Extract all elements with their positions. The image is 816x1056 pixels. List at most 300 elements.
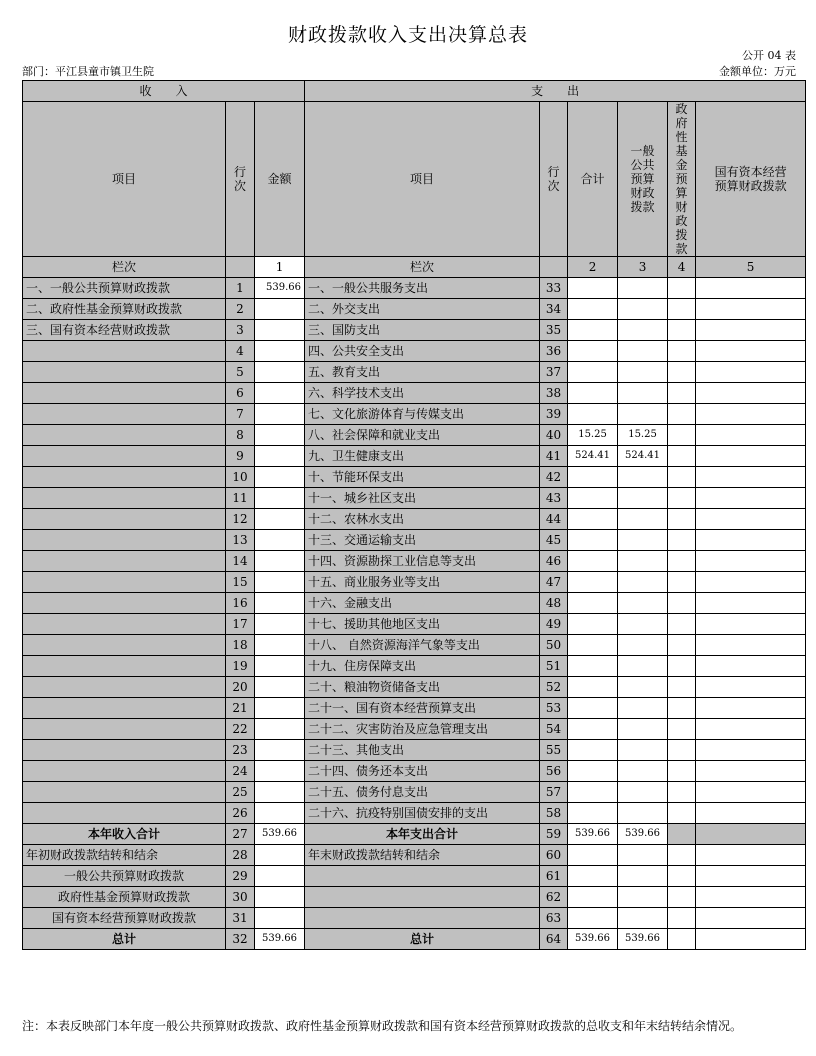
expense-total	[568, 803, 618, 824]
income-item: 一、一般公共预算财政拨款	[23, 278, 226, 299]
grand-expense-total-label: 总计	[305, 929, 540, 950]
expense-state-capital	[696, 383, 806, 404]
table-row	[23, 803, 806, 824]
income-item	[23, 740, 226, 761]
expense-total	[568, 740, 618, 761]
expense-item: 六、科学技术支出	[305, 383, 540, 404]
expense-gov-fund	[668, 740, 696, 761]
income-item	[23, 635, 226, 656]
expense-general	[618, 551, 668, 572]
expense-general: 524.41	[618, 446, 668, 467]
income-item	[23, 698, 226, 719]
table-row	[23, 383, 806, 404]
table-row	[23, 719, 806, 740]
expense-line-no: 50	[540, 635, 568, 656]
expense-total	[568, 635, 618, 656]
expense-item: 十九、住房保障支出	[305, 656, 540, 677]
expense-total	[568, 572, 618, 593]
carry-total	[568, 845, 618, 866]
expense-state-capital	[696, 551, 806, 572]
expense-item: 三、国防支出	[305, 320, 540, 341]
expense-total	[568, 677, 618, 698]
grand-expense-total: 539.66	[568, 929, 618, 950]
table-row	[23, 761, 806, 782]
income-amount	[255, 803, 305, 824]
expense-gov-fund	[668, 362, 696, 383]
carry-gov-fund	[668, 845, 696, 866]
expense-gov-fund	[668, 530, 696, 551]
expense-line-no: 44	[540, 509, 568, 530]
expense-general: 15.25	[618, 425, 668, 446]
year-expense-general: 539.66	[618, 824, 668, 845]
table-row	[23, 446, 806, 467]
carry-state-capital	[696, 866, 806, 887]
expense-general	[618, 635, 668, 656]
expense-line-no: 33	[540, 278, 568, 299]
table-row	[23, 572, 806, 593]
carry-gov-fund	[668, 908, 696, 929]
year-income-total: 539.66	[255, 824, 305, 845]
expense-line-no: 45	[540, 530, 568, 551]
carry-general	[618, 866, 668, 887]
income-line-no: 1	[226, 278, 255, 299]
expense-line-no: 40	[540, 425, 568, 446]
table-row	[23, 656, 806, 677]
carry-row	[23, 887, 806, 908]
expense-line-no: 38	[540, 383, 568, 404]
year-income-total-label: 本年收入合计	[23, 824, 226, 845]
income-line-no: 22	[226, 719, 255, 740]
expense-item: 十三、交通运输支出	[305, 530, 540, 551]
expense-line-no: 37	[540, 362, 568, 383]
expense-general	[618, 572, 668, 593]
income-item	[23, 551, 226, 572]
income-line-no: 29	[226, 866, 255, 887]
expense-line-no: 42	[540, 467, 568, 488]
grand-income-total-label: 总计	[23, 929, 226, 950]
table-row	[23, 299, 806, 320]
expense-gov-fund	[668, 719, 696, 740]
carry-state-capital	[696, 887, 806, 908]
expense-line-no: 39	[540, 404, 568, 425]
expense-total	[568, 614, 618, 635]
expense-gov-fund	[668, 320, 696, 341]
expense-state-capital	[696, 572, 806, 593]
expense-header: 支 出	[305, 81, 806, 102]
expense-state-capital	[696, 425, 806, 446]
expense-line-no: 48	[540, 593, 568, 614]
income-amount	[255, 572, 305, 593]
grand-expense-general: 539.66	[618, 929, 668, 950]
expense-total	[568, 530, 618, 551]
expense-state-capital	[696, 740, 806, 761]
income-line-no: 11	[226, 488, 255, 509]
expense-total	[568, 467, 618, 488]
expense-total	[568, 278, 618, 299]
carry-row	[23, 845, 806, 866]
expense-gov-fund	[668, 677, 696, 698]
expense-line-no: 57	[540, 782, 568, 803]
income-line-no: 10	[226, 467, 255, 488]
expense-total	[568, 509, 618, 530]
expense-state-capital	[696, 341, 806, 362]
income-item	[23, 572, 226, 593]
expense-state-capital	[696, 509, 806, 530]
expense-line-no: 55	[540, 740, 568, 761]
table-row	[23, 677, 806, 698]
year-total-row	[23, 824, 806, 845]
expense-gov-fund	[668, 383, 696, 404]
income-item	[23, 593, 226, 614]
income-header: 收 入	[23, 81, 305, 102]
carry-income-item: 年初财政拨款结转和结余	[23, 845, 226, 866]
expense-general	[618, 404, 668, 425]
income-line-no: 26	[226, 803, 255, 824]
income-line-no: 16	[226, 593, 255, 614]
expense-item: 十、节能环保支出	[305, 467, 540, 488]
income-line-no: 19	[226, 656, 255, 677]
expense-total	[568, 341, 618, 362]
expense-item: 五、教育支出	[305, 362, 540, 383]
income-line-no: 17	[226, 614, 255, 635]
income-line-no: 14	[226, 551, 255, 572]
expense-line-no: 63	[540, 908, 568, 929]
table-row	[23, 530, 806, 551]
income-amount	[255, 530, 305, 551]
expense-general	[618, 656, 668, 677]
income-item	[23, 803, 226, 824]
expense-general	[618, 803, 668, 824]
income-amount	[255, 467, 305, 488]
expense-line-no: 56	[540, 761, 568, 782]
carry-expense-item	[305, 887, 540, 908]
income-amount	[255, 446, 305, 467]
table-row	[23, 404, 806, 425]
income-line-no: 8	[226, 425, 255, 446]
expense-general	[618, 488, 668, 509]
carry-general	[618, 887, 668, 908]
expense-state-capital	[696, 467, 806, 488]
expense-line-no: 36	[540, 341, 568, 362]
carry-income-item: 一般公共预算财政拨款	[23, 866, 226, 887]
expense-general	[618, 362, 668, 383]
expense-item: 九、卫生健康支出	[305, 446, 540, 467]
expense-gov-fund	[668, 761, 696, 782]
expense-gov-fund	[668, 656, 696, 677]
expense-total	[568, 404, 618, 425]
expense-gov-fund	[668, 551, 696, 572]
income-amount	[255, 488, 305, 509]
expense-total	[568, 698, 618, 719]
col-label: 栏次	[305, 257, 540, 278]
income-amount	[255, 761, 305, 782]
expense-gov-fund	[668, 341, 696, 362]
expense-state-capital	[696, 362, 806, 383]
income-line-no: 32	[226, 929, 255, 950]
col-number: 5	[696, 257, 806, 278]
expense-gov-fund	[668, 467, 696, 488]
expense-gov-fund	[668, 593, 696, 614]
income-item-header: 项目	[23, 102, 226, 257]
income-line-no: 9	[226, 446, 255, 467]
expense-item: 二十二、灾害防治及应急管理支出	[305, 719, 540, 740]
carry-total	[568, 887, 618, 908]
expense-state-capital	[696, 614, 806, 635]
income-amount	[255, 551, 305, 572]
income-amount	[255, 782, 305, 803]
table-row	[23, 320, 806, 341]
income-line-header: 行 次	[226, 102, 255, 257]
income-line-no: 20	[226, 677, 255, 698]
income-amount	[255, 509, 305, 530]
unit-label: 金额单位：万元	[719, 65, 796, 78]
expense-general	[618, 509, 668, 530]
expense-general	[618, 782, 668, 803]
income-item	[23, 614, 226, 635]
expense-general	[618, 677, 668, 698]
col-number: 3	[618, 257, 668, 278]
expense-item: 十一、城乡社区支出	[305, 488, 540, 509]
expense-line-no: 64	[540, 929, 568, 950]
income-item	[23, 761, 226, 782]
expense-item: 八、社会保障和就业支出	[305, 425, 540, 446]
income-amount	[255, 614, 305, 635]
income-amount-header: 金额	[255, 102, 305, 257]
expense-state-capital	[696, 488, 806, 509]
expense-item: 二十四、债务还本支出	[305, 761, 540, 782]
expense-total	[568, 383, 618, 404]
income-item: 二、政府性基金预算财政拨款	[23, 299, 226, 320]
income-line-no: 3	[226, 320, 255, 341]
expense-item: 四、公共安全支出	[305, 341, 540, 362]
expense-line-no: 61	[540, 866, 568, 887]
expense-gov-fund	[668, 803, 696, 824]
income-line-no: 7	[226, 404, 255, 425]
expense-total	[568, 320, 618, 341]
expense-state-capital	[696, 719, 806, 740]
income-line-no: 21	[226, 698, 255, 719]
expense-state-capital	[696, 782, 806, 803]
table-row	[23, 593, 806, 614]
expense-state-capital	[696, 635, 806, 656]
expense-gov-fund	[668, 698, 696, 719]
table-row	[23, 635, 806, 656]
expense-item: 二十五、债务付息支出	[305, 782, 540, 803]
carry-state-capital	[696, 845, 806, 866]
expense-gov-fund	[668, 824, 696, 845]
expense-general	[618, 299, 668, 320]
table-row	[23, 698, 806, 719]
carry-total	[568, 866, 618, 887]
expense-state-capital	[696, 320, 806, 341]
income-amount	[255, 404, 305, 425]
expense-line-no: 53	[540, 698, 568, 719]
expense-item: 七、文化旅游体育与传媒支出	[305, 404, 540, 425]
expense-total	[568, 362, 618, 383]
income-line-no: 13	[226, 530, 255, 551]
expense-state-capital	[696, 677, 806, 698]
expense-total	[568, 719, 618, 740]
income-line-no: 4	[226, 341, 255, 362]
table-row	[23, 341, 806, 362]
expense-gov-fund	[668, 425, 696, 446]
carry-gov-fund	[668, 887, 696, 908]
expense-item: 十四、资源勘探工业信息等支出	[305, 551, 540, 572]
expense-item-header: 项目	[305, 102, 540, 257]
income-item	[23, 341, 226, 362]
expense-total: 524.41	[568, 446, 618, 467]
page-title: 财政拨款收入支出决算总表	[287, 24, 528, 46]
total-header: 合计	[568, 102, 618, 257]
expense-general	[618, 719, 668, 740]
income-line-no: 5	[226, 362, 255, 383]
expense-general	[618, 698, 668, 719]
expense-general	[618, 278, 668, 299]
grand-total-row	[23, 929, 806, 950]
income-line-no: 31	[226, 908, 255, 929]
expense-line-no: 62	[540, 887, 568, 908]
expense-line-no: 59	[540, 824, 568, 845]
income-line-no: 24	[226, 761, 255, 782]
grand-income-total: 539.66	[255, 929, 305, 950]
expense-state-capital	[696, 404, 806, 425]
expense-state-capital	[696, 803, 806, 824]
expense-total: 15.25	[568, 425, 618, 446]
table-row	[23, 782, 806, 803]
expense-state-capital	[696, 593, 806, 614]
table-row	[23, 740, 806, 761]
income-item	[23, 362, 226, 383]
expense-total	[568, 299, 618, 320]
expense-item: 二十、粮油物资储备支出	[305, 677, 540, 698]
income-amount	[255, 383, 305, 404]
expense-gov-fund	[668, 929, 696, 950]
income-line-no: 28	[226, 845, 255, 866]
expense-item: 十七、援助其他地区支出	[305, 614, 540, 635]
income-line-no: 27	[226, 824, 255, 845]
carry-income-amount	[255, 866, 305, 887]
expense-line-header: 行 次	[540, 102, 568, 257]
carry-general	[618, 908, 668, 929]
expense-general	[618, 740, 668, 761]
expense-line-no: 35	[540, 320, 568, 341]
income-amount	[255, 320, 305, 341]
expense-line-no: 58	[540, 803, 568, 824]
budget-table	[22, 80, 806, 950]
col-number: 4	[668, 257, 696, 278]
expense-general	[618, 467, 668, 488]
expense-total	[568, 761, 618, 782]
carry-expense-item	[305, 908, 540, 929]
expense-gov-fund	[668, 572, 696, 593]
income-line-no: 15	[226, 572, 255, 593]
expense-state-capital	[696, 698, 806, 719]
income-line-no: 23	[226, 740, 255, 761]
expense-total	[568, 551, 618, 572]
income-item	[23, 530, 226, 551]
income-item	[23, 782, 226, 803]
table-row	[23, 467, 806, 488]
income-line-no: 30	[226, 887, 255, 908]
expense-item: 十六、金融支出	[305, 593, 540, 614]
general-budget-header: 一般 公共 预算 财政 拨款	[618, 102, 668, 257]
expense-total	[568, 593, 618, 614]
carry-expense-item	[305, 866, 540, 887]
carry-income-amount	[255, 845, 305, 866]
income-amount	[255, 362, 305, 383]
expense-total	[568, 656, 618, 677]
expense-state-capital	[696, 278, 806, 299]
expense-gov-fund	[668, 404, 696, 425]
footnote: 注：本表反映部门本年度一般公共预算财政拨款、政府性基金预算财政拨款和国有资本经营预算财政拨款的总收支和年末结转结余情况。	[22, 1019, 743, 1033]
carry-expense-item: 年末财政拨款结转和结余	[305, 845, 540, 866]
carry-income-item: 国有资本经营预算财政拨款	[23, 908, 226, 929]
expense-general	[618, 320, 668, 341]
carry-gov-fund	[668, 866, 696, 887]
expense-line-no: 60	[540, 845, 568, 866]
income-item	[23, 677, 226, 698]
expense-total	[568, 488, 618, 509]
expense-state-capital	[696, 656, 806, 677]
expense-item: 一、一般公共服务支出	[305, 278, 540, 299]
expense-line-no: 43	[540, 488, 568, 509]
income-amount	[255, 425, 305, 446]
carry-income-amount	[255, 908, 305, 929]
expense-state-capital	[696, 929, 806, 950]
col-number: 2	[568, 257, 618, 278]
expense-gov-fund	[668, 509, 696, 530]
expense-state-capital	[696, 824, 806, 845]
expense-general	[618, 761, 668, 782]
expense-state-capital	[696, 446, 806, 467]
expense-gov-fund	[668, 299, 696, 320]
expense-general	[618, 530, 668, 551]
income-amount	[255, 656, 305, 677]
table-row	[23, 278, 806, 299]
income-amount: 539.66	[255, 278, 305, 299]
expense-gov-fund	[668, 614, 696, 635]
income-item: 三、国有资本经营财政拨款	[23, 320, 226, 341]
income-line-no: 25	[226, 782, 255, 803]
expense-state-capital	[696, 761, 806, 782]
income-item	[23, 425, 226, 446]
carry-income-amount	[255, 887, 305, 908]
expense-item: 十二、农林水支出	[305, 509, 540, 530]
income-amount	[255, 698, 305, 719]
expense-gov-fund	[668, 488, 696, 509]
expense-gov-fund	[668, 278, 696, 299]
state-capital-header: 国有资本经营 预算财政拨款	[696, 102, 806, 257]
expense-line-no: 41	[540, 446, 568, 467]
expense-gov-fund	[668, 782, 696, 803]
carry-general	[618, 845, 668, 866]
expense-gov-fund	[668, 635, 696, 656]
expense-line-no: 49	[540, 614, 568, 635]
income-amount	[255, 593, 305, 614]
table-row	[23, 509, 806, 530]
income-line-no: 6	[226, 383, 255, 404]
income-item	[23, 467, 226, 488]
form-number: 公开 04 表	[742, 49, 796, 62]
expense-item: 二、外交支出	[305, 299, 540, 320]
carry-row	[23, 866, 806, 887]
income-line-no: 18	[226, 635, 255, 656]
expense-line-no: 54	[540, 719, 568, 740]
income-item	[23, 509, 226, 530]
year-expense-total-label: 本年支出合计	[305, 824, 540, 845]
expense-item: 十八、 自然资源海洋气象等支出	[305, 635, 540, 656]
table-row	[23, 551, 806, 572]
